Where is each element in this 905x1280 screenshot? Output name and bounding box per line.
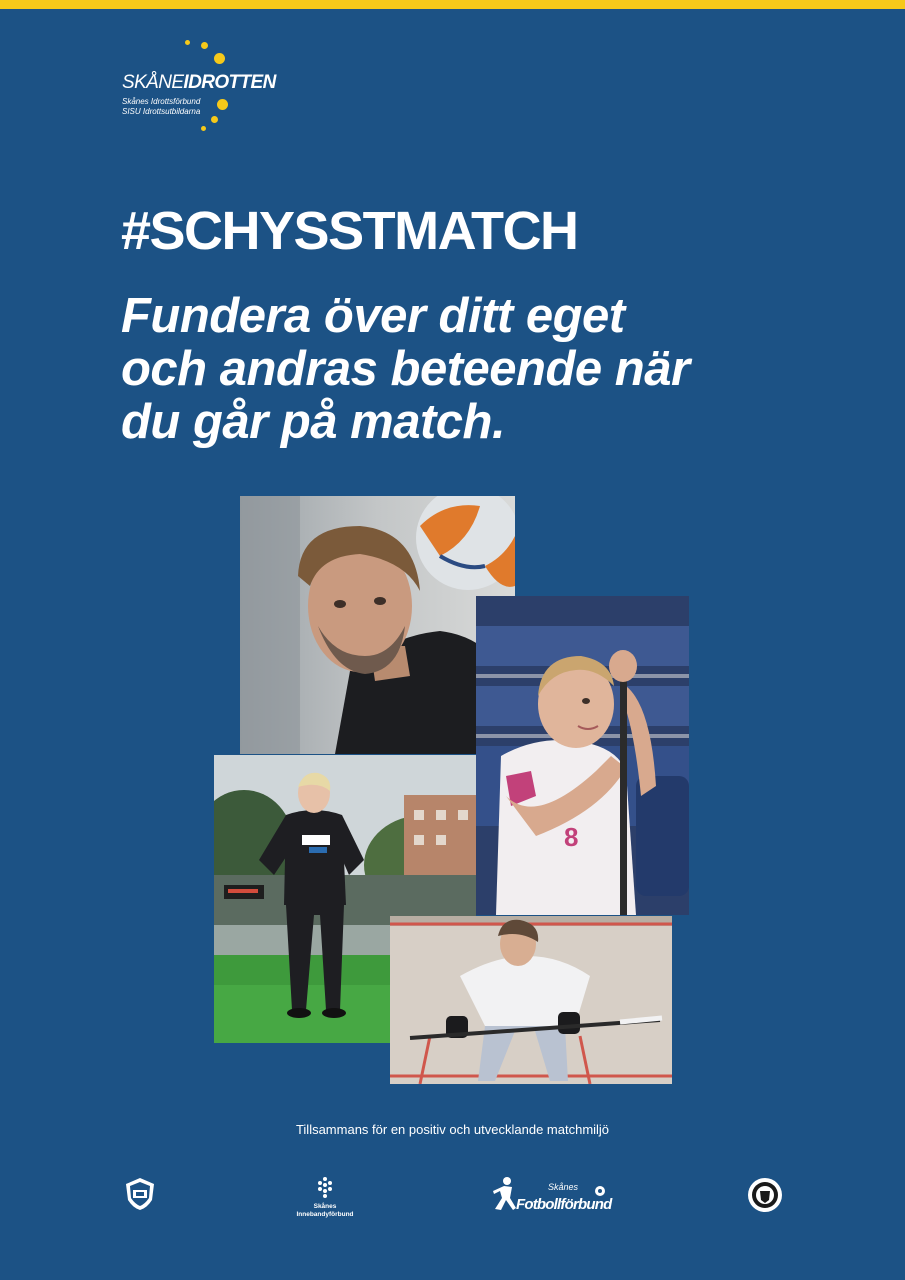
headline: Fundera över ditt eget och andras beteende när du går på match. xyxy=(121,289,690,449)
partner-crest-left-icon xyxy=(123,1176,157,1212)
handball-coach-photo xyxy=(240,496,515,754)
innebandy-logo-text: Skånes Innebandyförbund xyxy=(296,1203,354,1218)
top-accent-bar xyxy=(0,0,905,9)
skaneidrotten-logo xyxy=(120,36,290,131)
campaign-hashtag: #SCHYSSTMATCH xyxy=(121,201,578,261)
fotboll-ball-icon xyxy=(594,1184,606,1196)
fotboll-logo-text: Fotbollförbund xyxy=(516,1196,612,1213)
footballer-silhouette-icon xyxy=(492,1176,518,1214)
floorball-player-photo xyxy=(476,596,689,915)
fotboll-logo-small-text: Skånes xyxy=(548,1182,579,1192)
jersey-number: 8 xyxy=(564,822,579,852)
floorball-goalie-photo xyxy=(390,916,672,1084)
logo-subtitle: Skånes Idrottsförbund SISU Idrottsutbildarna xyxy=(122,97,201,116)
partner-round-seal-icon xyxy=(747,1177,783,1213)
tagline: Tillsammans för en positiv och utvecklande matchmiljö xyxy=(295,1122,610,1137)
logo-wordmark: SKÅNEIDROTTEN xyxy=(122,72,276,93)
innebandy-snowflake-icon xyxy=(315,1176,335,1198)
